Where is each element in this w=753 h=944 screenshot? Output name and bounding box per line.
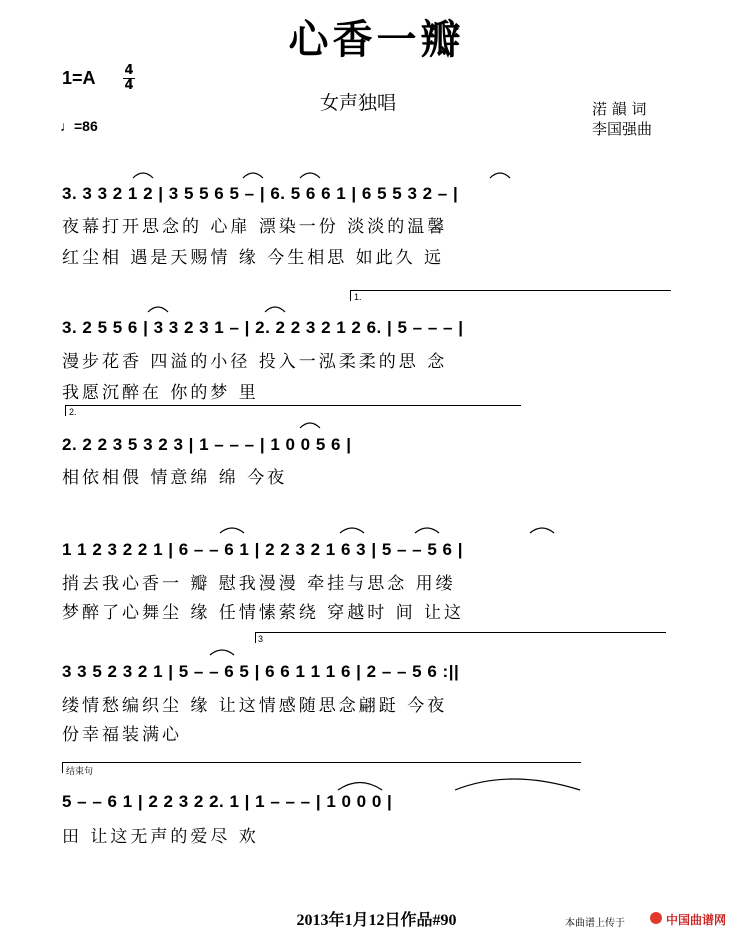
slur — [530, 528, 554, 533]
system-3-notes: 2. 2 2 3 5 3 2 3 | 1 – – – | 1 0 0 5 6 | — [62, 435, 352, 454]
system-1-lyric-1: 夜幕打开思念的 心扉 漂染一份 淡淡的温馨 — [62, 217, 448, 237]
volta-label-coda: 结束句 — [66, 766, 94, 776]
slur — [338, 783, 382, 791]
key-signature: 1=A — [62, 68, 96, 88]
volta-label-2: 2. — [69, 407, 77, 417]
system-2-notes: 3. 2 5 5 6 | 3 3 2 3 1 – | 2. 2 2 3 2 1 2 6. | 5 – – – | — [62, 318, 464, 337]
slur — [340, 528, 364, 533]
volta-label-3: 3 — [258, 634, 264, 644]
upload-note: 本曲谱上传于 — [565, 918, 625, 929]
slur — [490, 173, 510, 178]
composition-date: 2013年1月12日作品#90 — [296, 912, 457, 929]
slur — [210, 650, 234, 655]
system-5-lyric-2: 份幸福装满心 — [62, 725, 182, 745]
system-5-notes: 3 3 5 2 3 2 1 | 5 – – 6 5 | 6 6 1 1 1 6 | 2 – – 5 6 :|| — [62, 662, 460, 681]
song-title: 心香一瓣 — [288, 17, 465, 63]
system-2-lyric-2: 我愿沉醉在 你的梦 里 — [62, 383, 259, 403]
slur — [455, 779, 580, 790]
slur — [300, 423, 320, 428]
system-1-lyric-2: 红尘相 遇是天赐情 缘 今生相思 如此久 远 — [62, 248, 445, 268]
slur — [133, 173, 153, 178]
tempo-marking: ♩=86 — [60, 118, 98, 134]
system-2-lyric-1: 漫步花香 四溢的小径 投入一泓柔柔的思 念 — [62, 352, 448, 372]
time-numerator: 4 — [124, 63, 134, 78]
slur — [265, 307, 285, 312]
performance-type: 女声独唱 — [320, 92, 397, 114]
composer-credit: 李国强曲 — [592, 120, 653, 138]
slur — [148, 307, 168, 312]
slur — [415, 528, 439, 533]
system-4-lyric-2: 梦醉了心舞尘 缘 任情愫萦绕 穿越时 间 让这 — [62, 603, 465, 623]
slur — [300, 173, 320, 178]
system-6-notes: 5 – – 6 1 | 2 2 3 2 2. 1 | 1 – – – | 1 0 0 0 | — [62, 792, 393, 811]
system-1-notes: 3. 3 3 2 1 2 | 3 5 5 6 5 – | 6. 5 6 6 1 | 6 5 5 3 2 – | — [62, 184, 459, 203]
system-3-lyric-1: 相依相偎 情意绵 绵 今夜 — [62, 468, 288, 488]
site-name[interactable]: 中国曲谱网 — [666, 913, 727, 927]
system-4-lyric-1: 捎去我心香一 瓣 慰我漫漫 牵挂与思念 用缕 — [62, 574, 456, 594]
system-5-lyric-1: 缕情愁编织尘 缘 让这情感随思念翩跹 今夜 — [62, 696, 448, 716]
slur — [243, 173, 263, 178]
time-denominator: 4 — [124, 78, 134, 93]
system-4-notes: 1 1 2 3 2 2 1 | 6 – – 6 1 | 2 2 3 2 1 6 3 | 5 – – 5 6 | — [62, 540, 463, 559]
site-logo-icon — [650, 912, 662, 924]
system-6-lyric-1: 田 让这无声的爱尽 欢 — [62, 827, 259, 847]
volta-label-1: 1. — [354, 292, 362, 302]
slur — [220, 528, 244, 533]
lyricist-credit: 渃 韻 词 — [592, 100, 647, 118]
